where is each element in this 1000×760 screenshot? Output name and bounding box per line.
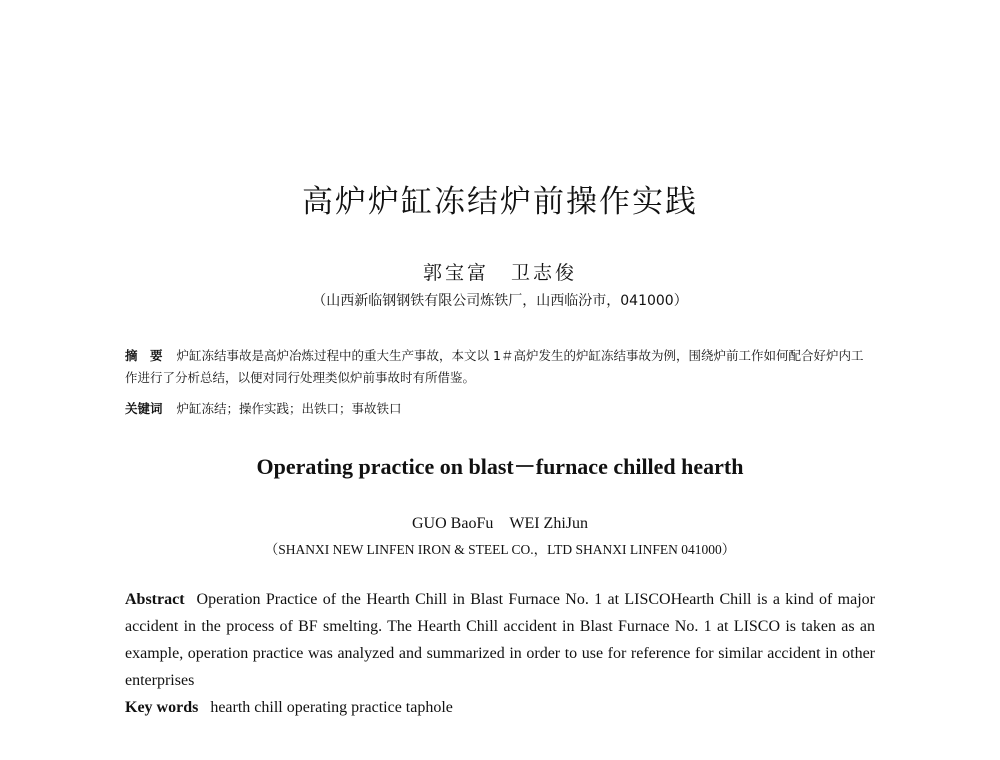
chinese-affiliation: （山西新临钢钢铁有限公司炼铁厂，山西临汾市，041000）: [312, 293, 688, 309]
chinese-keywords: [125, 399, 875, 419]
english-abstract-label: Abstract: [125, 591, 185, 608]
english-abstract: [125, 586, 875, 694]
english-title: Operating practice on blast－furnace chilled hearth: [256, 454, 744, 479]
chinese-keywords-text: 炉缸冻结；操作实践；出铁口；事故铁口: [176, 401, 402, 416]
chinese-abstract-label: 摘 要: [125, 348, 163, 363]
english-keywords-label: Key words: [125, 699, 199, 716]
english-keywords-text: hearth chill operating practice taphole: [210, 699, 453, 716]
chinese-abstract: [125, 345, 875, 389]
english-keywords: [125, 697, 875, 719]
english-authors: GUO BaoFu WEI ZhiJun: [412, 515, 588, 532]
chinese-title: 高炉炉缸冻结炉前操作实践: [302, 184, 698, 220]
english-affiliation: （SHANXI NEW LINFEN IRON & STEEL CO.，LTD SHANXI LINFEN 041000）: [264, 542, 736, 557]
english-abstract-text: Operation Practice of the Hearth Chill in Blast Furnace No. 1 at LISCOHearth Chill is a kind of major accident in the process of BF smelting. The Hearth Chill accident in Blast Furnace No. 1 at LISCO is taken as an example, operation practice was analyzed and summarized in order to use for reference for similar accident in other enterprises: [125, 591, 875, 689]
chinese-keywords-label: 关键词: [125, 401, 163, 416]
chinese-authors: 郭宝富 卫志俊: [422, 262, 577, 284]
chinese-abstract-text: 炉缸冻结事故是高炉冶炼过程中的重大生产事故，本文以 1＃高炉发生的炉缸冻结事故为例，围绕炉前工作如何配合好炉内工作进行了分析总结，以便对同行处理类似炉前事故时有所借鉴。: [125, 348, 864, 385]
